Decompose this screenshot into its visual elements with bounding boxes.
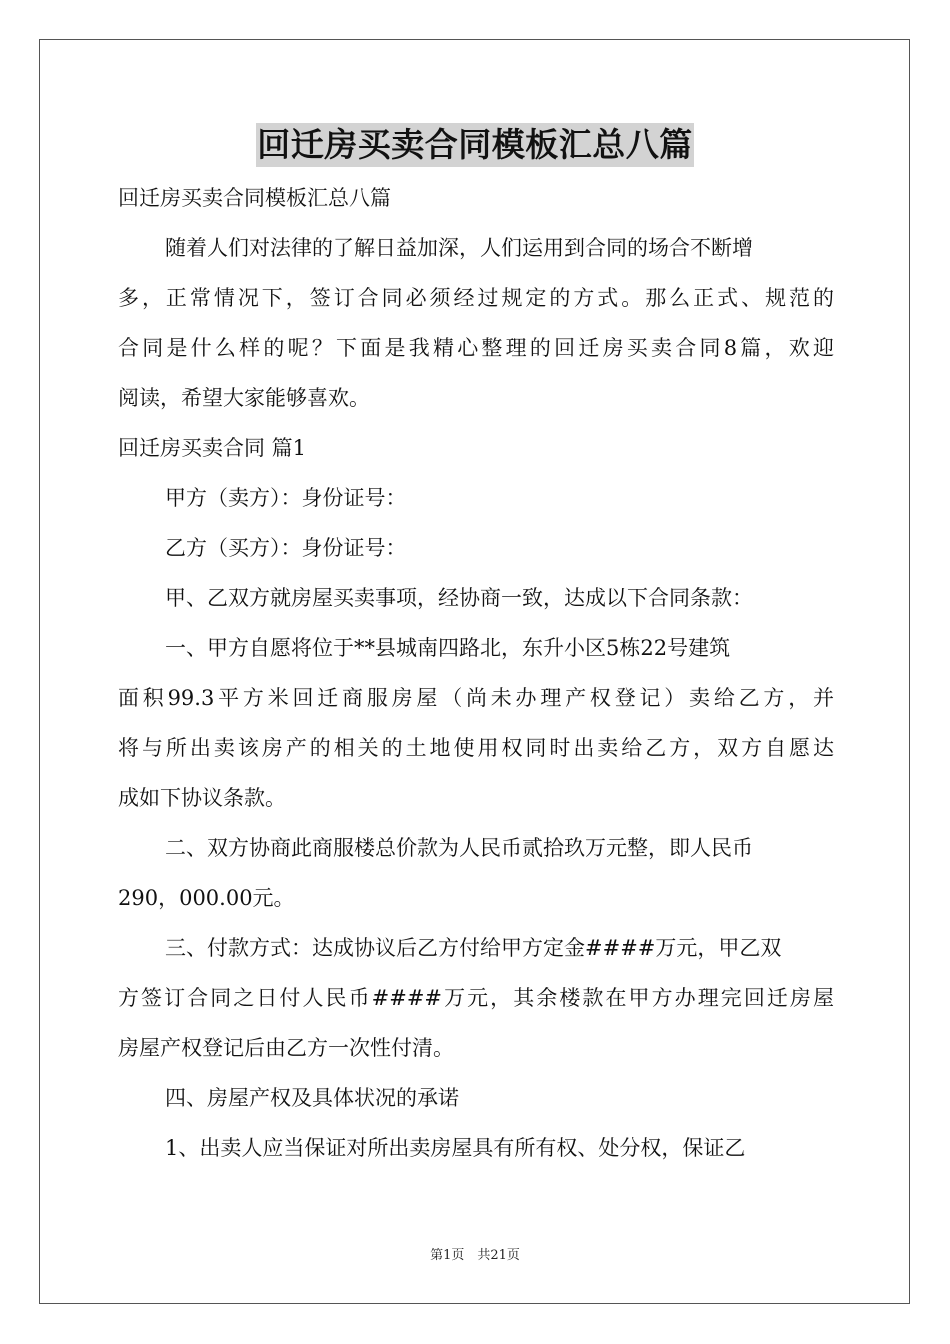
clause-3-line-1: 三、付款方式：达成协议后乙方付给甲方定金####万元，甲乙双	[165, 936, 782, 960]
intro-line-2: 多，正常情况下，签订合同必须经过规定的方式。那么正式、规范的	[118, 286, 834, 310]
clause-2-line-1: 二、双方协商此商服楼总价款为人民币贰拾玖万元整，即人民币	[165, 836, 753, 860]
page-border	[39, 39, 910, 1304]
clause-1-line-2: 面积99.3平方米回迁商服房屋（尚未办理产权登记）卖给乙方，并	[118, 686, 834, 710]
clause-1-line-4: 成如下协议条款。	[118, 786, 286, 810]
title-area	[0, 123, 950, 167]
document-title: 回迁房买卖合同模板汇总八篇	[256, 123, 694, 167]
clause-1-line-1: 一、甲方自愿将位于**县城南四路北，东升小区5栋22号建筑	[165, 636, 731, 660]
agreement-intro-line: 甲、乙双方就房屋买卖事项，经协商一致，达成以下合同条款：	[165, 586, 753, 610]
section-heading: 回迁房买卖合同 篇1	[118, 436, 307, 460]
party-a-line: 甲方（卖方）：身份证号：	[165, 486, 407, 510]
clause-2-line-2: 290，000.00元。	[118, 886, 295, 910]
clause-1-line-3: 将与所出卖该房产的相关的土地使用权同时出卖给乙方，双方自愿达	[118, 736, 834, 760]
clause-3-line-3: 房屋产权登记后由乙方一次性付清。	[118, 1036, 454, 1060]
clause-4-item-1: 1、出卖人应当保证对所出卖房屋具有所有权、处分权，保证乙	[165, 1136, 746, 1160]
party-b-line: 乙方（买方）：身份证号：	[165, 536, 407, 560]
intro-line-3: 合同是什么样的呢？下面是我精心整理的回迁房买卖合同8篇，欢迎	[118, 336, 834, 360]
document-subtitle: 回迁房买卖合同模板汇总八篇	[118, 186, 391, 210]
intro-line-1: 随着人们对法律的了解日益加深，人们运用到合同的场合不断增	[165, 236, 753, 260]
intro-line-4: 阅读，希望大家能够喜欢。	[118, 386, 370, 410]
clause-4-heading: 四、房屋产权及具体状况的承诺	[165, 1086, 459, 1110]
page-footer: 第1页 共21页	[430, 1248, 520, 1263]
clause-3-line-2: 方签订合同之日付人民币####万元，其余楼款在甲方办理完回迁房屋	[118, 986, 834, 1010]
